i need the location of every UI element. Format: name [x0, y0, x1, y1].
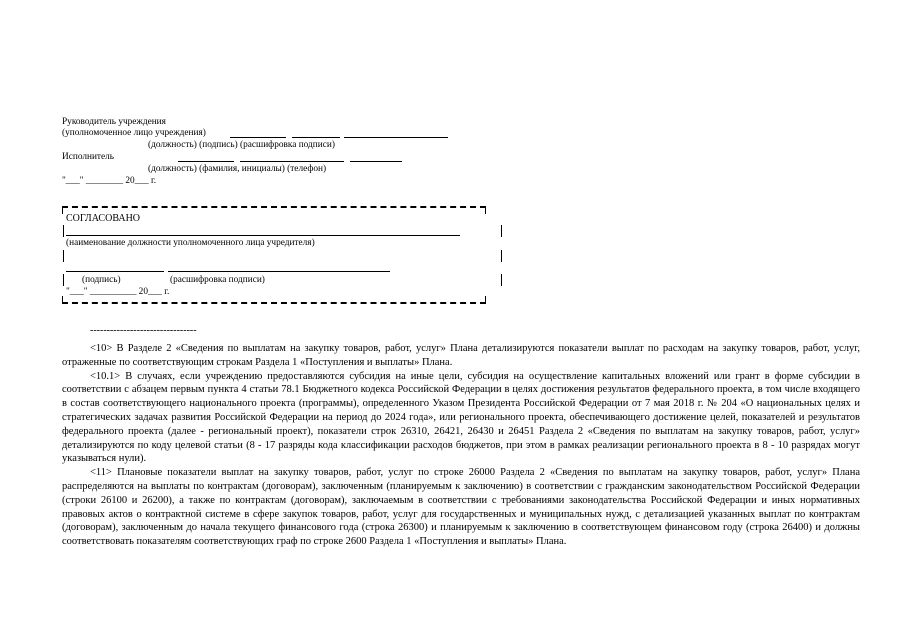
approval-left-tick-3	[63, 274, 64, 286]
executor-label: Исполнитель	[62, 152, 114, 162]
date-line: "___" ________ 20___ г.	[62, 176, 157, 186]
approval-box-bottom-border	[62, 302, 486, 304]
footnote-separator: --------------------------------	[90, 325, 197, 336]
approval-right-tick-1	[501, 225, 502, 237]
approval-right-tick-2	[501, 250, 502, 262]
approval-left-tick-1	[63, 225, 64, 237]
approval-position-caption: (наименование должности уполномоченного лица учредителя)	[66, 238, 315, 248]
approval-box-right-corner-top	[485, 206, 486, 214]
approval-decryption-caption: (расшифровка подписи)	[170, 275, 265, 285]
head-fields-caption: (должность) (подпись) (расшифровка подписи)	[148, 140, 335, 150]
approval-decryption-line[interactable]	[168, 271, 390, 272]
approval-position-line[interactable]	[66, 235, 460, 236]
executor-fields-caption: (должность) (фамилия, инициалы) (телефон)	[148, 164, 327, 174]
head-title: Руководитель учреждения	[62, 117, 166, 127]
approval-left-tick-2	[63, 250, 64, 262]
head-subtitle: (уполномоченное лицо учреждения)	[62, 128, 206, 138]
head-decryption-line[interactable]	[344, 137, 448, 138]
approval-box-left-corner-top	[62, 206, 63, 214]
executor-phone-line[interactable]	[350, 161, 402, 162]
footnote-10-1: <10.1> В случаях, если учреждению предоставляются субсидия на иные цели, субсидия на осуществление капитальных вложений или грант в форме субсидии в соответствии с абзацем первым пункта 4 статьи 78.1 Бюджетного кодекса Российской Федерации в целях достижения результатов федерального проекта, в том числе входящего в состав соответствующего национального проекта (программы), определенного Указом Президента Российской Федерации от 7 мая 2018 г. № 204 «О национальных целях и стратегических задачах развития Российской Федерации на период до 2024 года», или регионального проекта, обеспечивающего достижение целей, показателей и результатов федерального проекта (далее - региональный проект), показатели строк 26310, 26421, 26430 и 26451 Раздела 2 «Сведения по выплатам на закупку товаров, работ, услуг» детализируются по коду целевой статьи (8 - 17 разряды кода классификации расходов бюджетов, при этом в рамках реализации регионального проекта в 8 - 10 разрядах могут указываться нули).	[62, 370, 860, 465]
executor-position-line[interactable]	[178, 161, 234, 162]
approval-box-top-border	[62, 206, 486, 208]
approval-title: СОГЛАСОВАНО	[66, 213, 141, 224]
footnote-10: <10> В Разделе 2 «Сведения по выплатам на закупку товаров, работ, услуг» Плана детализируются показатели выплат по расходам на закупку товаров, работ, услуг, отраженные по соответствующим строкам Раздела 1 «Поступления и выплаты» Плана.	[62, 343, 860, 368]
head-signature-line[interactable]	[292, 137, 340, 138]
head-position-line[interactable]	[230, 137, 286, 138]
footnotes	[62, 342, 860, 549]
approval-signature-line[interactable]	[66, 271, 164, 272]
approval-signature-caption: (подпись)	[82, 275, 121, 285]
footnote-11: <11> Плановые показатели выплат на закупку товаров, работ, услуг по строке 26000 Раздела 2 «Сведения по выплатам на закупку товаров, работ, услуг» Плана распределяются на выплаты по контрактам (договорам), заключенным (планируемым к заключению) в соответствии с гражданским законодательством Российской Федерации (строки 26100 и 26200), а также по контрактам (договорам), заключаемым в соответствии с требованиями законодательства Российской Федерации и иных нормативных правовых актов о контрактной системе в сфере закупок товаров, работ, услуг для государственных и муниципальных нужд, с детализацией указанных выплат по контрактам (договорам), заключенным до начала текущего финансового года (строка 26300) и планируемым к заключению в соответствующем финансовом году (строка 26400) и должны соответствовать показателям соответствующих граф по строке 2600 Раздела 1 «Поступления и выплаты» Плана.	[62, 467, 860, 548]
executor-name-line[interactable]	[240, 161, 344, 162]
approval-right-tick-3	[501, 274, 502, 286]
approval-date-line: "___" __________ 20___ г.	[66, 287, 170, 297]
